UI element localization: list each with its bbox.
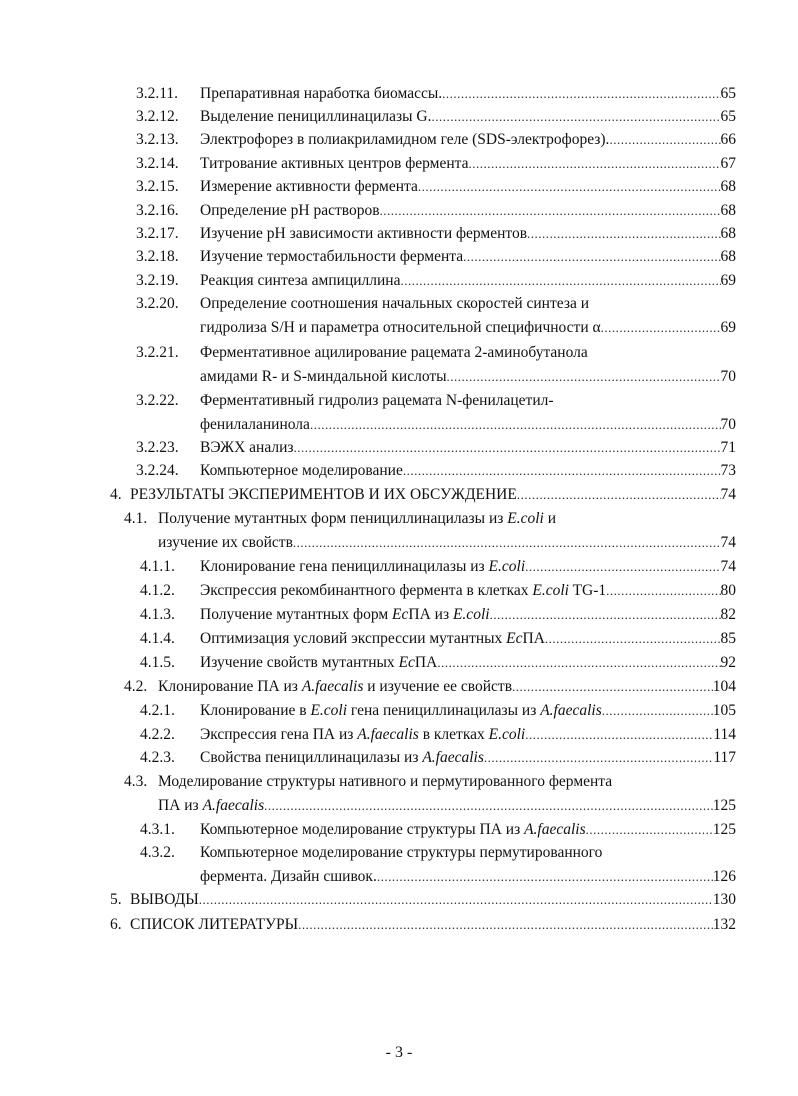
organism-name: E.coli [507, 510, 544, 527]
organism-abbrev: Ec [398, 654, 415, 671]
toc-page: 85 [720, 630, 736, 647]
toc-title: Препаративная наработка биомассы. [200, 85, 443, 102]
toc-title: ВЫВОДЫ [130, 891, 199, 908]
organism-abbrev: Ec [506, 630, 523, 647]
toc-number: 4. [110, 486, 122, 503]
toc-title: Свойства пенициллинацилазы из [200, 749, 423, 766]
toc-number: 4.2.1. [140, 702, 175, 719]
organism-name: A.faecalis [202, 797, 265, 814]
toc-title-line1: Ферментативное ацилирование рацемата 2-аминобутанола [200, 344, 588, 361]
toc-page: 114 [713, 726, 736, 743]
organism-name: A.faecalis [524, 821, 586, 838]
toc-title-line1: Моделирование структуры нативного и пермутированного фермента [158, 773, 613, 790]
toc-title: Клонирование гена пенициллинацилазы из [200, 558, 489, 575]
toc-page: 92 [720, 654, 736, 671]
toc-title-end: ПА [414, 654, 438, 671]
toc-entry-4-3[interactable] [0, 771, 798, 817]
toc-page: 69 [720, 272, 736, 289]
toc-number: 4.1.4. [140, 630, 175, 647]
toc-title: гидролиза S/H и параметра относительной специфичности α [200, 319, 601, 336]
toc-title-mid: в клетках [418, 726, 489, 743]
toc-page: 71 [720, 439, 736, 456]
toc-page: 65 [720, 108, 736, 125]
toc-page: 105 [712, 702, 736, 719]
toc-title-line1-end: и [543, 510, 557, 527]
toc-number: 3.2.15. [136, 178, 179, 195]
toc-page: 69 [720, 319, 736, 336]
toc-number: 4.2.2. [140, 726, 175, 743]
toc-title: Оптимизация условий экспрессии мутантных [200, 630, 507, 647]
organism-name: E.coli [488, 558, 526, 575]
toc-page: 65 [720, 85, 736, 102]
organism-name: A.faecalis [301, 678, 364, 695]
toc-page: 74 [720, 534, 736, 551]
toc-entry-4-3-2[interactable] [0, 842, 798, 888]
toc-title: Изучение pH зависимости активности ферментов [200, 225, 528, 242]
toc-title: СПИСОК ЛИТЕРАТУРЫ [130, 916, 299, 933]
organism-name: A.faecalis [357, 726, 419, 743]
toc-title: ПА из [158, 797, 203, 814]
toc-page: 70 [720, 368, 736, 385]
toc-page: 104 [712, 678, 736, 695]
toc-number: 4.1.2. [140, 582, 175, 599]
toc-title: фермента. Дизайн сшивок. [200, 868, 377, 885]
toc-number: 3.2.18. [136, 248, 179, 265]
toc-title: Изучение свойств мутантных [200, 654, 399, 671]
toc-title-end: TG-1 [568, 582, 607, 599]
toc-number: 3.2.22. [136, 392, 179, 409]
toc-title: Реакция синтеза ампициллина [200, 272, 401, 289]
toc-number: 3.2.19. [136, 272, 179, 289]
toc-page: 125 [712, 821, 736, 838]
toc-number: 4.2. [124, 678, 148, 695]
toc-title-mid: ПА из [408, 606, 453, 623]
toc-title-line1: Ферментативный гидролиз рацемата N-фенилацетил- [200, 392, 554, 409]
toc-page: 68 [720, 202, 736, 219]
toc-entry-3-2-20[interactable] [0, 293, 798, 339]
toc-page: 125 [712, 797, 736, 814]
toc-title: Определение pH растворов [200, 202, 380, 219]
toc-number: 4.1. [124, 510, 148, 527]
toc-number: 4.3. [124, 773, 148, 790]
organism-name: E.coli [488, 726, 526, 743]
toc-title: амидами R- и S-миндальной кислоты [200, 368, 447, 385]
toc-title: Изучение термостабильности фермента [200, 248, 464, 265]
toc-title: изучение их свойств [158, 534, 293, 551]
toc-number: 3.2.24. [136, 462, 179, 479]
toc-page: 68 [720, 225, 736, 242]
toc-title: фенилаланинола [200, 416, 310, 433]
toc-page: 66 [720, 131, 736, 148]
toc-page: 132 [712, 916, 736, 933]
toc-number: 4.1.3. [140, 606, 175, 623]
toc-number: 6. [110, 916, 122, 933]
organism-name: E.coli [310, 702, 348, 719]
toc-number: 5. [110, 891, 122, 908]
toc-title-line1: Получение мутантных форм пенициллинацилазы из [158, 510, 508, 527]
toc-page: 73 [720, 462, 736, 479]
toc-page: 67 [720, 155, 736, 172]
toc-page: 68 [720, 248, 736, 265]
toc-title-end: и изучение ее свойств [363, 678, 513, 695]
toc-title-end: ПА [522, 630, 545, 647]
toc-page: 126 [712, 868, 736, 885]
toc-number: 4.2.3. [140, 749, 175, 766]
toc-page: 74 [720, 486, 736, 503]
toc-title: Выделение пенициллинацилазы G. [200, 108, 432, 125]
toc-entry-3-2-21[interactable] [0, 342, 798, 388]
toc-title: Титрование активных центров фермента [200, 155, 469, 172]
toc-number: 3.2.17. [136, 225, 179, 242]
toc-title-mid: гена пенициллинацилазы из [347, 702, 541, 719]
toc-page: 70 [720, 416, 736, 433]
toc-number: 3.2.21. [136, 344, 179, 361]
toc-title: Клонирование ПА из [158, 678, 302, 695]
toc-number: 3.2.12. [136, 108, 179, 125]
toc-page: 80 [720, 582, 736, 599]
toc-page: 74 [720, 558, 736, 575]
toc-number: 3.2.13. [136, 131, 179, 148]
toc-number: 4.3.2. [140, 844, 175, 861]
toc-number: 4.1.5. [140, 654, 175, 671]
toc-number: 3.2.20. [136, 295, 179, 312]
organism-name: A.faecalis [422, 749, 484, 766]
toc-number: 3.2.11. [136, 85, 179, 102]
toc-number: 3.2.16. [136, 202, 179, 219]
toc-title-line1: Компьютерное моделирование структуры пермутированного [200, 844, 603, 861]
toc-title: ВЭЖХ анализ [200, 439, 294, 456]
organism-abbrev: Ec [392, 606, 409, 623]
toc-number: 3.2.14. [136, 155, 179, 172]
toc-number: 3.2.23. [136, 439, 179, 456]
organism-name: A.faecalis [540, 702, 602, 719]
toc-number: 4.1.1. [140, 558, 175, 575]
toc-title: Экспрессия гена ПА из [200, 726, 358, 743]
toc-title: Компьютерное моделирование структуры ПА из [200, 821, 525, 838]
organism-name: E.coli [452, 606, 490, 623]
toc-title-line1: Определение соотношения начальных скоростей синтеза и [200, 295, 589, 312]
toc-title: Получение мутантных форм [200, 606, 393, 623]
toc-title: Измерение активности фермента [200, 178, 418, 195]
toc-entry-3-2-22[interactable] [0, 390, 798, 436]
toc-title: Экспрессия рекомбинантного фермента в клетках [200, 582, 533, 599]
toc-title: Компьютерное моделирование [200, 462, 403, 479]
toc-number: 4.3.1. [140, 821, 175, 838]
toc-title: РЕЗУЛЬТАТЫ ЭКСПЕРИМЕНТОВ И ИХ ОБСУЖДЕНИЕ [130, 486, 517, 503]
organism-name: E.coli [532, 582, 569, 599]
toc-page: 130 [712, 891, 736, 908]
toc-page: 117 [713, 749, 736, 766]
toc-title: Клонирование в [200, 702, 311, 719]
toc-page: 82 [720, 606, 736, 623]
toc-title: Электрофорез в полиакриламидном геле (SDS-электрофорез). [200, 131, 610, 148]
toc-page: 68 [720, 178, 736, 195]
toc-entry-4-1[interactable] [0, 508, 798, 554]
page-number: - 3 - [385, 1044, 413, 1061]
